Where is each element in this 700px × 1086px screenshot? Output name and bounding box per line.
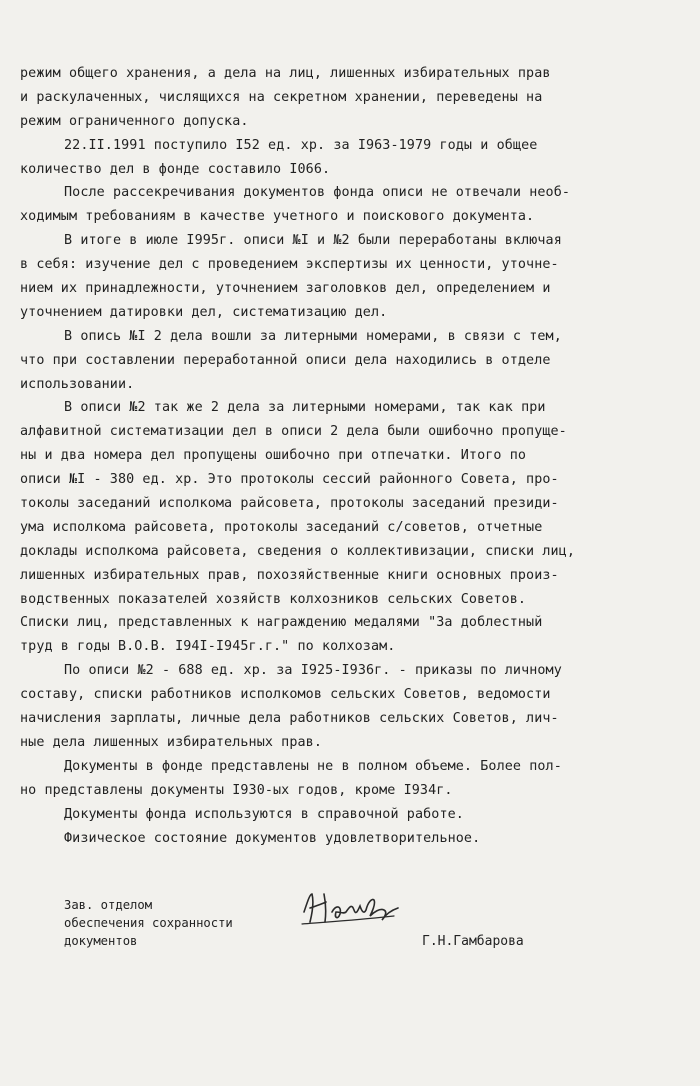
text-line: После рассекречивания документов фонда описи не отвечали необ- <box>64 185 571 201</box>
text-line: В опись №I 2 дела вошли за литерными номерами, в связи с тем, <box>64 328 562 344</box>
text-line: режим общего хранения, а дела на лиц, лишенных избирательных прав <box>20 66 551 81</box>
text-line: режим ограниченного допуска. <box>20 113 249 129</box>
text-line: составу, списки работников исполкомов сельских Советов, ведомости <box>20 687 551 703</box>
document-body <box>20 62 680 850</box>
text-line: алфавитной систематизации дел в описи 2 дела были ошибочно пропуще- <box>20 424 567 440</box>
signatory-title-line: обеспечения сохранности <box>64 916 233 930</box>
text-line: Документы фонда используются в справочной работе. <box>64 806 464 822</box>
text-line: но представлены документы I930-ых годов, кроме I934г. <box>20 782 453 798</box>
paragraph <box>20 62 680 134</box>
signature-block <box>64 896 664 950</box>
paragraph <box>20 755 680 803</box>
text-line: водственных показателей хозяйств колхозников сельских Советов. <box>20 591 527 607</box>
text-line: труд в годы В.О.В. I94I-I945г.г." по колхозам. <box>20 639 396 655</box>
paragraph <box>20 229 680 325</box>
signatory-title-line: Зав. отделом <box>64 898 153 912</box>
text-line: По описи №2 - 688 ед. хр. за I925-I936г. - приказы по личному <box>64 663 562 679</box>
paragraph <box>20 803 680 827</box>
text-line: В итоге в июле I995г. описи №I и №2 были переработаны включая <box>64 233 562 249</box>
text-line: описи №I - 380 ед. хр. Это протоколы сессий районного Совета, про- <box>20 472 559 488</box>
text-line: в себя: изучение дел с проведением экспертизы их ценности, уточне- <box>20 257 559 273</box>
text-line: Документы в фонде представлены не в полном объеме. Более пол- <box>64 758 562 774</box>
text-line: токолы заседаний исполкома райсовета, протоколы заседаний президи- <box>20 496 559 512</box>
handwritten-signature <box>298 882 410 934</box>
text-line: В описи №2 так же 2 дела за литерными номерами, так как при <box>64 400 546 416</box>
paragraph <box>20 659 680 755</box>
paragraph <box>20 181 680 229</box>
text-line: ходимым требованиям в качестве учетного и поискового документа. <box>20 209 535 225</box>
text-line: 22.II.1991 поступило I52 ед. хр. за I963-1979 годы и общее <box>64 137 538 153</box>
paragraph <box>20 827 680 851</box>
text-line: доклады исполкома райсовета, сведения о коллективизации, списки лиц, <box>20 543 576 559</box>
text-line: что при составлении переработанной описи дела находились в отделе <box>20 352 551 368</box>
paragraph <box>20 396 680 659</box>
text-line: лишенных избирательных прав, похозяйственные книги основных произ- <box>20 567 559 583</box>
text-line: и раскулаченных, числящихся на секретном хранении, переведены на <box>20 89 543 105</box>
text-line: ные дела лишенных избирательных прав. <box>20 734 322 750</box>
text-line: количество дел в фонде составило I066. <box>20 161 331 177</box>
text-line: ума исполкома райсовета, протоколы заседаний с/советов, отчетные <box>20 519 543 535</box>
paragraph <box>20 325 680 397</box>
paragraph <box>20 134 680 182</box>
text-line: Физическое состояние документов удовлетворительное. <box>64 830 481 846</box>
text-line: начисления зарплаты, личные дела работников сельских Советов, лич- <box>20 711 559 727</box>
text-line: ны и два номера дел пропущены ошибочно при отпечатки. Итого по <box>20 448 527 464</box>
text-line: нием их принадлежности, уточнением заголовков дел, определением и <box>20 281 551 297</box>
text-line: уточнением датировки дел, систематизацию дел. <box>20 304 388 320</box>
signatory-title-line: документов <box>64 934 138 948</box>
signatory-name: Г.Н.Гамбарова <box>422 934 524 949</box>
text-line: Списки лиц, представленных к награждению медалями "За доблестный <box>20 615 543 631</box>
text-line: использовании. <box>20 376 135 392</box>
